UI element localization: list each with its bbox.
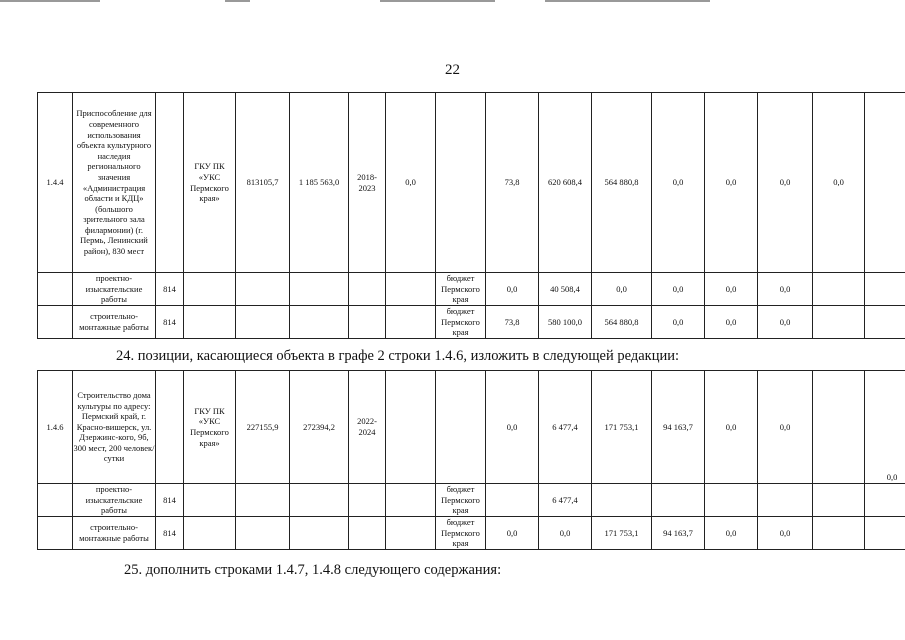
table-object-1-4-6 (37, 370, 905, 550)
value-cell: 580 100,0 (539, 306, 592, 339)
value-cell: 0,0 (758, 273, 813, 306)
value-cell: 6 477,4 (539, 371, 592, 484)
value-cell: 0,0 (386, 93, 436, 273)
source-cell (436, 371, 486, 484)
code-value: 814 (156, 484, 184, 517)
table-row (38, 517, 905, 550)
cost-value: 1 185 563,0 (290, 93, 349, 273)
value-cell: 0,0 (758, 371, 813, 484)
work-type: проектно-изыскательские работы (73, 273, 156, 306)
funding-source: бюджет Пермского края (436, 306, 486, 339)
empty-cell (865, 93, 905, 273)
value-cell: 0,0 (705, 273, 758, 306)
table-row (38, 273, 905, 306)
value-cell: 0,0 (705, 306, 758, 339)
value-cell: 564 880,8 (592, 93, 652, 273)
value-cell: 94 163,7 (652, 517, 705, 550)
value-cell: 564 880,8 (592, 306, 652, 339)
value-cell: 0,0 (486, 371, 539, 484)
funding-source: бюджет Пермского края (436, 484, 486, 517)
value-cell: 73,8 (486, 306, 539, 339)
value-cell: 620 608,4 (539, 93, 592, 273)
value-cell: 0,0 (705, 93, 758, 273)
row-number: 1.4.4 (38, 93, 73, 273)
table-object-1-4-4 (37, 92, 905, 339)
value-cell: 0,0 (758, 306, 813, 339)
value-cell: 6 477,4 (539, 484, 592, 517)
customer-cell: ГКУ ПК «УКС Пермского края» (184, 93, 236, 273)
paragraph-24: 24. позиции, касающиеся объекта в графе 2 строки 1.4.6, изложить в следующей редакции: (116, 348, 680, 364)
scan-edge-line (0, 0, 100, 2)
funding-source: бюджет Пермского края (436, 517, 486, 550)
scan-edge-line (380, 0, 495, 2)
value-cell: 0,0 (758, 93, 813, 273)
value-cell: 0,0 (539, 517, 592, 550)
code-value: 814 (156, 306, 184, 339)
value-cell: 0,0 (652, 306, 705, 339)
value-cell: 0,0 (813, 93, 865, 273)
period-value: 2018-2023 (349, 93, 386, 273)
value-cell: 73,8 (486, 93, 539, 273)
value-cell: 94 163,7 (652, 371, 705, 484)
object-name: Строительство дома культуры по адресу: Пермский край, г. Красно-вишерск, ул. Дзержинс-кого, 9б, 300 мест, 200 человек/сутки (73, 371, 156, 484)
paragraph-25: 25. дополнить строками 1.4.7, 1.4.8 следующего содержания: (124, 562, 502, 578)
cost-value: 272394,2 (290, 371, 349, 484)
period-value: 2022-2024 (349, 371, 386, 484)
value-cell: 171 753,1 (592, 371, 652, 484)
value-cell: 171 753,1 (592, 517, 652, 550)
code-cell (156, 371, 184, 484)
work-type: строительно-монтажные работы (73, 306, 156, 339)
scan-edge-line (225, 0, 250, 2)
work-type: строительно-монтажные работы (73, 517, 156, 550)
value-cell: 0,0 (758, 517, 813, 550)
table-row (38, 93, 905, 273)
value-cell: 40 508,4 (539, 273, 592, 306)
work-type: проектно-изыскательские работы (73, 484, 156, 517)
source-cell (436, 93, 486, 273)
customer-cell: ГКУ ПК «УКС Пермского края» (184, 371, 236, 484)
value-cell: 0,0 (592, 273, 652, 306)
value-cell: 0,0 (486, 273, 539, 306)
value-cell: 0,0 (486, 517, 539, 550)
value-cell: 0,0 (705, 371, 758, 484)
object-name: Приспособление для современного использования объекта культурного наследия регионального значения «Администрация области и КДЦ» (большого зрительного зала филармонии) (г. Пермь, Ленинский район), 830 мест (73, 93, 156, 273)
table-row (38, 306, 905, 339)
row-number: 1.4.6 (38, 371, 73, 484)
code-value: 814 (156, 517, 184, 550)
table-row (38, 371, 905, 484)
funding-source: бюджет Пермского края (436, 273, 486, 306)
capacity-value: 227155,9 (236, 371, 290, 484)
capacity-value: 813105,7 (236, 93, 290, 273)
code-cell (156, 93, 184, 273)
page-number: 22 (445, 62, 460, 78)
value-cell: 0,0 (865, 371, 905, 484)
scan-edge-line (545, 0, 710, 2)
value-cell: 0,0 (652, 93, 705, 273)
value-cell: 0,0 (705, 517, 758, 550)
table-row (38, 484, 905, 517)
value-cell: 0,0 (652, 273, 705, 306)
code-value: 814 (156, 273, 184, 306)
